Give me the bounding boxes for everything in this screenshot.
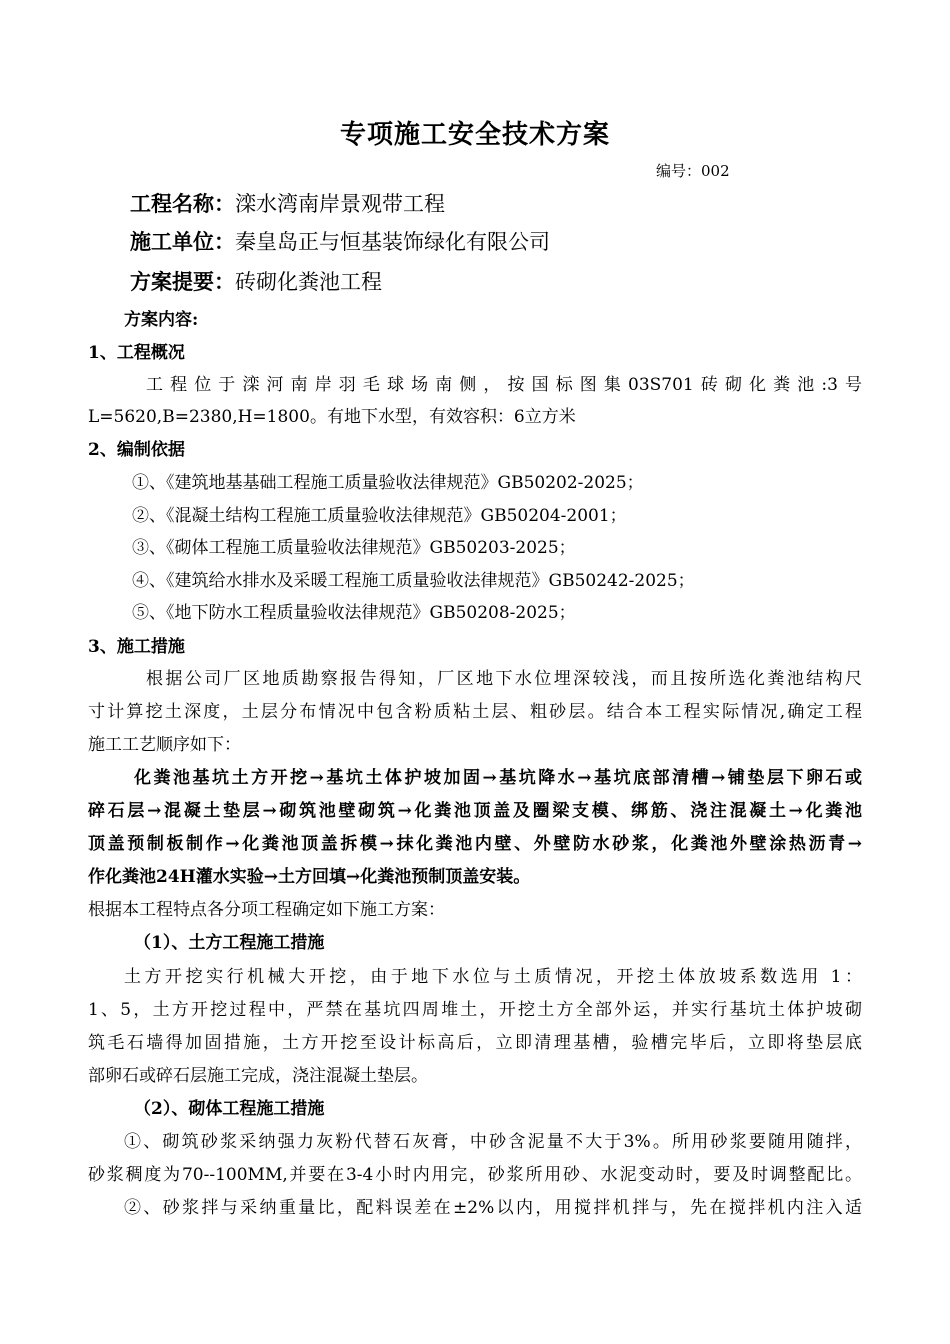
reference-item: ⑤、《地下防水工程质量验收法律规范》GB50208-2025； (132, 603, 576, 623)
subsection-1-line: 1、5，土方开挖过程中，严禁在基坑四周堆土，开挖土方全部外运，并实行基坑土体护坡砌 (88, 1000, 862, 1020)
subsection-2-line: ②、砂浆拌与采纳重量比，配料误差在±2%以内，用搅拌机拌与，先在搅拌机内注入适 (124, 1198, 862, 1218)
section-3-heading: 3、施工措施 (88, 637, 185, 657)
process-line: 顶盖预制板制作→化粪池顶盖拆模→抹化粪池内壁、外壁防水砂浆，化粪池外壁涂热沥青→ (88, 834, 862, 854)
reference-item: ④、《建筑给水排水及采暖工程施工质量验收法律规范》GB50242-2025； (132, 571, 695, 591)
subsection-1-line: 筑毛石墙得加固措施，土方开挖至设计标高后，立即清理基槽，验槽完毕后，立即将垫层底 (88, 1033, 862, 1053)
summary-row (130, 266, 382, 296)
subsection-1-heading: （1）、土方工程施工措施 (134, 933, 325, 953)
summary-value: 砖砌化粪池工程 (235, 270, 382, 294)
subsection-2-heading: （2）、砌体工程施工措施 (134, 1099, 325, 1119)
summary-label: 方案提要： (130, 269, 235, 294)
subsection-1-line: 部卵石或碎石层施工完成，浇注混凝土垫层。 (88, 1066, 428, 1086)
section-3-intro-line: 寸计算挖土深度，土层分布情况中包含粉质粘土层、粗砂层。结合本工程实际情况,确定工程 (88, 702, 862, 722)
project-name-label: 工程名称： (130, 191, 235, 216)
contractor-value: 秦皇岛正与恒基装饰绿化有限公司 (235, 230, 550, 254)
project-name-value: 滦水湾南岸景观带工程 (235, 192, 445, 216)
process-line: 作化粪池24H灌水实验→土方回填→化粪池预制顶盖安装。 (88, 867, 531, 887)
process-line: 碎石层→混凝土垫层→砌筑池壁砌筑→化粪池顶盖及圈梁支模、绑筋、浇注混凝土→化粪池 (88, 801, 862, 821)
section-2-heading: 2、编制依据 (88, 440, 185, 460)
reference-item: ②、《混凝土结构工程施工质量验收法律规范》GB50204-2001； (132, 506, 627, 526)
section-1-heading: 1、工程概况 (88, 343, 185, 363)
subsection-2-line: ①、砌筑砂浆采纳强力灰粉代替石灰膏，中砂含泥量不大于3%。所用砂浆要随用随拌， (124, 1132, 862, 1152)
contractor-row (130, 226, 550, 256)
content-label: 方案内容: (124, 310, 199, 330)
section-3-intro-line: 施工工艺顺序如下： (88, 735, 241, 755)
reference-item: ③、《砌体工程施工质量验收法律规范》GB50203-2025； (132, 538, 576, 558)
section-1-line: L=5620,B=2380,H=1800。有地下水型，有效容积：6立方米 (88, 407, 576, 427)
subsection-2-line: 砂浆稠度为70--100MM,并要在3-4小时内用完，砂浆所用砂、水泥变动时，要及时调整配比。 (88, 1165, 862, 1185)
document-title: 专项施工安全技术方案 (339, 120, 610, 150)
process-line: 化粪池基坑土方开挖→基坑土体护坡加固→基坑降水→基坑底部清槽→铺垫层下卵石或 (134, 768, 862, 788)
project-name-row (130, 188, 445, 218)
section-1-line: 工程位于滦河南岸羽毛球场南侧，按国标图集03S701砖砌化粪池:3号 (146, 375, 862, 395)
contractor-label: 施工单位： (130, 229, 235, 254)
section-3-lead: 根据本工程特点各分项工程确定如下施工方案： (88, 900, 445, 920)
document-number: 编号：002 (656, 162, 730, 180)
section-3-intro-line: 根据公司厂区地质勘察报告得知，厂区地下水位埋深较浅，而且按所选化粪池结构尺 (146, 669, 862, 689)
subsection-1-line: 土方开挖实行机械大开挖，由于地下水位与土质情况，开挖土体放坡系数选用 1： (124, 967, 862, 987)
reference-item: ①、《建筑地基基础工程施工质量验收法律规范》GB50202-2025； (132, 473, 644, 493)
